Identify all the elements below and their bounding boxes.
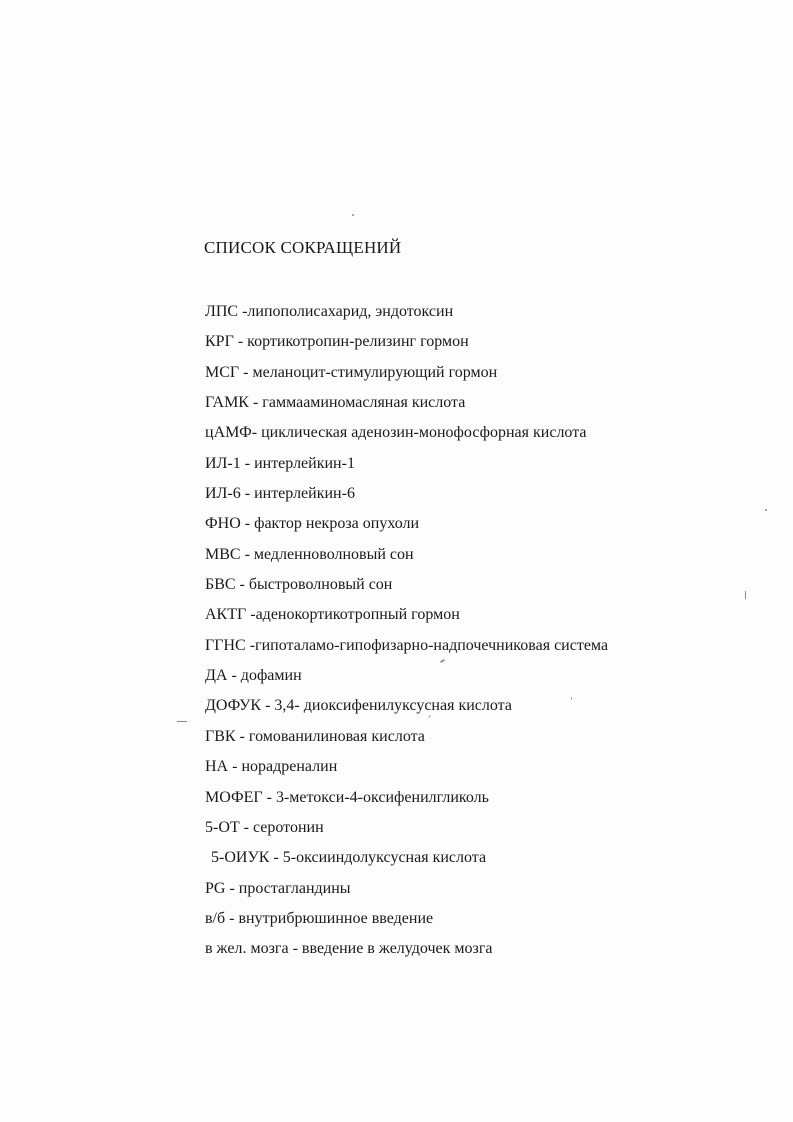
scan-speck (177, 721, 187, 722)
abbreviation-item: ФНО - фактор некроза опухоли (205, 515, 420, 533)
abbreviation-item: ГВК - гомованилиновая кислота (205, 727, 425, 745)
abbreviation-item: PG - простагландины (205, 879, 351, 897)
abbreviation-item: ИЛ-1 - интерлейкин-1 (205, 454, 355, 472)
abbreviation-item: 5-ОИУК - 5-оксииндолуксусная кислота (211, 849, 487, 867)
abbreviation-item: КРГ - кортикотропин-релизинг гормон (205, 333, 469, 351)
abbreviation-item: АКТГ -аденокортикотропный гормон (205, 606, 460, 624)
abbreviation-item: МСГ - меланоцит-стимулирующий гормон (205, 363, 498, 381)
abbreviation-item: ИЛ-6 - интерлейкин-6 (205, 485, 355, 503)
abbreviation-item: цАМФ- циклическая аденозин-монофосфорная кислота (205, 424, 587, 442)
abbreviation-item: 5-ОТ - серотонин (205, 818, 324, 836)
abbreviation-item: в/б - внутрибрюшинное введение (205, 909, 434, 927)
scan-speck (352, 214, 354, 216)
abbreviation-list (205, 302, 608, 970)
abbreviation-item: НА - норадреналин (205, 758, 338, 776)
abbreviation-item: МВС - медленноволновый сон (205, 545, 414, 563)
abbreviation-item: ДОФУК - 3,4- диоксифенилуксусная кислота (205, 697, 512, 715)
abbreviation-item: БВС - быстроволновый сон (205, 576, 393, 594)
scan-speck (765, 509, 767, 511)
abbreviation-item: ГАМК - гаммааминомасляная кислота (205, 394, 466, 412)
page-title: СПИСОК СОКРАЩЕНИЙ (204, 238, 402, 257)
scan-speck (745, 591, 746, 599)
scan-speck (571, 697, 572, 700)
abbreviation-item: ЛПС -липополисахарид, эндотоксин (205, 303, 454, 320)
abbreviation-item: в жел. мозга - введение в желудочек мозга (205, 940, 493, 958)
abbreviation-item: ГГНС -гипоталамо-гипофизарно-надпочечниковая система (205, 636, 609, 654)
abbreviation-item: МОФЕГ - 3-метокси-4-оксифенилгликоль (205, 788, 489, 806)
abbreviation-item: ДА - дофамин (205, 667, 302, 685)
